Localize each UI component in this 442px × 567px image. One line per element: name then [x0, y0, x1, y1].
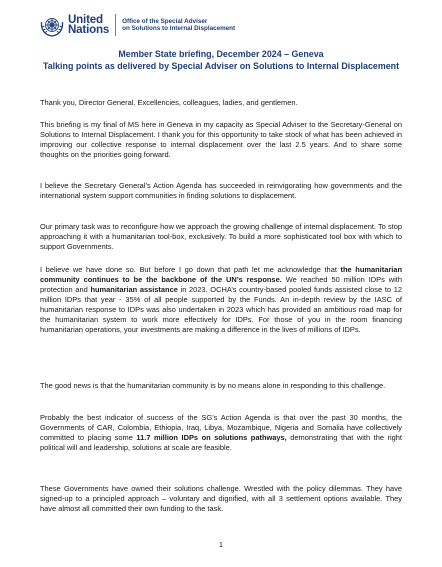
office-name — [122, 18, 235, 33]
letterhead — [40, 12, 235, 38]
paragraph-5 — [40, 265, 402, 335]
paragraph-4: Our primary task was to reconfigure how we approach the growing challenge of internal displacement. To stop approaching it with a humanitarian tool-box, exclusively. To build a more sophisticated tool box with which to support Governments. — [40, 222, 402, 251]
paragraph-5-text-3: in 2023. OCHA’s country-based pooled funds assisted close to 12 million IDPs that year - 35% of all people supported by the Funds. An in-depth review by the IASC of humanitarian response to IDPs was also undertaken in 2023 which has provided an ambitious road map for the humanitarian system to work more effectively for IDPs. For those of you in the room financing humanitarian operations, your investments are making a difference in the lives of millions of IDPs. — [40, 285, 402, 334]
header-divider — [115, 14, 116, 36]
paragraph-7 — [40, 413, 402, 453]
org-name-line2: Nations — [68, 23, 110, 36]
document-title: Member State briefing, December 2024 – Geneva — [118, 49, 324, 59]
paragraph-8: These Governments have owned their solutions challenge. Wrestled with the policy dilemmas. They have signed-up to a principled approach – voluntary and dignified, with all 3 settlement options available. They have almost all committed their own funding to the task. — [40, 484, 402, 513]
paragraph-7-text-2: demonstrating that with the right political will and leadership, solutions at scale are feasible. — [40, 433, 402, 452]
paragraph-5-text-2: We reached 50 million IDPs with protection and — [40, 275, 402, 294]
page-number: 1 — [218, 540, 224, 549]
paragraph-1: Thank you, Director General. Excellencies, colleagues, ladies, and gentlemen. — [40, 98, 298, 107]
org-name-line1: United — [68, 12, 103, 26]
paragraph-5-bold-2: humanitarian assistance — [90, 285, 178, 294]
paragraph-5-text-1: I believe we have done so. But before I go down that path let me acknowledge that — [40, 265, 341, 274]
paragraph-7-text-1: Probably the best indicator of success of the SG’s Action Agenda is that over the past 30 months, the Governments of CAR, Colombia, Ethiopia, Iraq, Libya, Mozambique, Nigeria and Somalia have collectively committed to placing some — [40, 413, 402, 442]
un-emblem-icon — [40, 13, 64, 37]
org-wordmark — [68, 12, 110, 36]
document-subtitle: Talking points as delivered by Special Adviser on Solutions to Internal Displacement — [42, 61, 400, 71]
paragraph-7-bold-1: 11.7 million IDPs on solutions pathways, — [136, 433, 287, 442]
office-line2: on Solutions to Internal Displacement — [122, 25, 236, 32]
paragraph-5-bold-1: the humanitarian community continues to be the backbone of the UN’s response. — [40, 265, 402, 284]
paragraph-3: I believe the Secretary General’s Action Agenda has succeeded in reinvigorating how governments and the international system support communities in finding solutions to displacement. — [40, 181, 402, 200]
office-line1: Office of the Special Adviser — [122, 17, 208, 25]
paragraph-6: The good news is that the humanitarian community is by no means alone in responding to this challenge. — [40, 381, 386, 390]
paragraph-2: This briefing is my final of MS here in Geneva in my capacity as Special Adviser to the Secretary-General on Solutions to Internal Displacement. I thank you for this opportunity to take stock of what has been achieved in improving our collective response to internal displacement over the last 2.5 years. And to share some thoughts on the priorities going forward. — [40, 120, 402, 159]
